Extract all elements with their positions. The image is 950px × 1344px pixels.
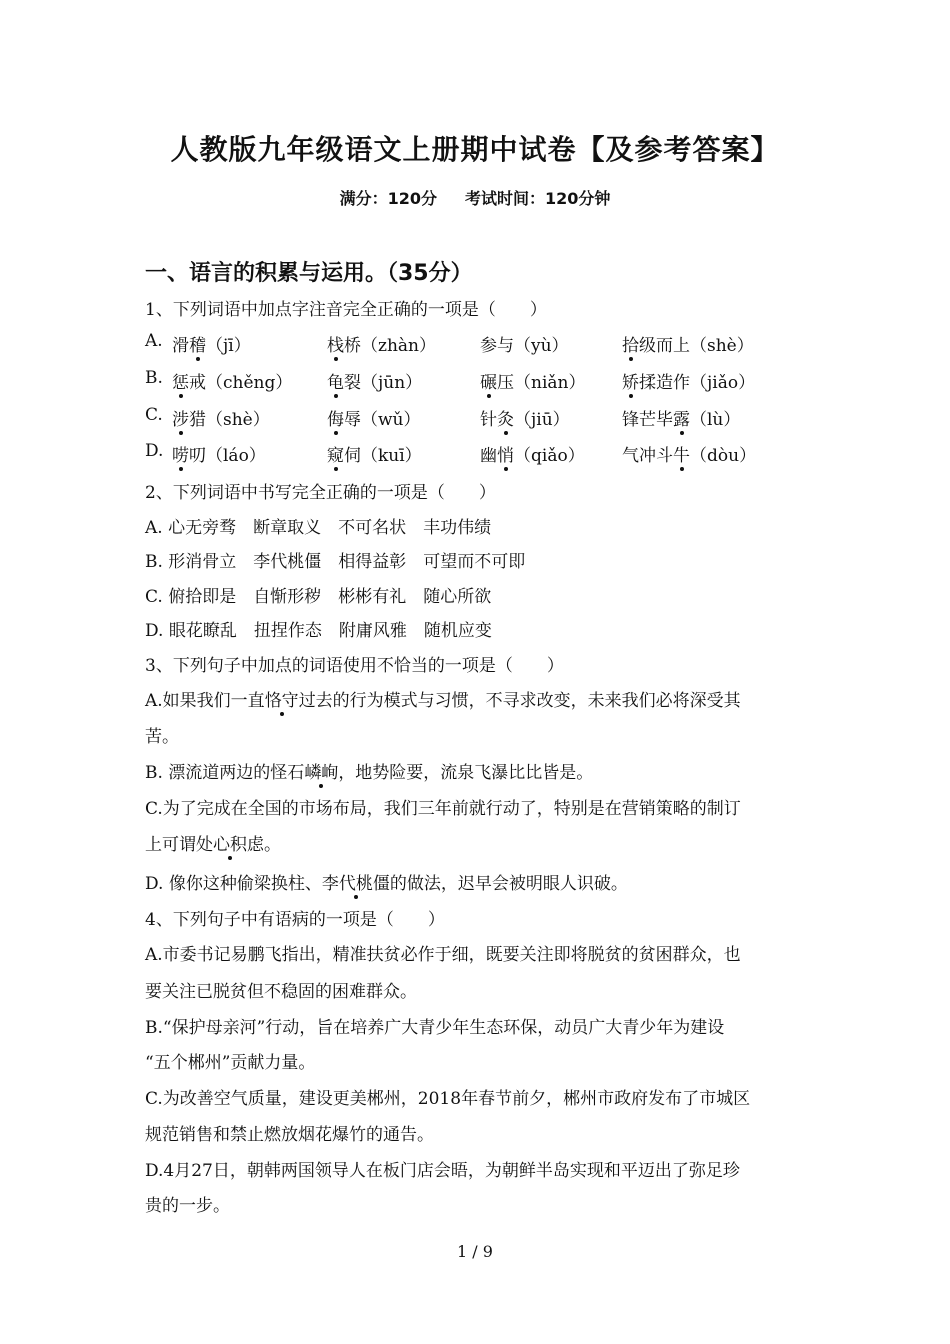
question-3-option-a: A.如果我们一直恪守过去的行为模式与习惯，不寻求改变，未来我们必将深受其 [145,686,741,711]
question-4-option-d-cont: 贵的一步。 [145,1196,230,1216]
question-2-option-d: D. 眼花瞭乱 扭捏作态 附庸风雅 随机应变 [145,621,492,641]
exam-time: 考试时间：120分钟 [465,189,611,208]
question-4-option-c: C.为改善空气质量，建设更美郴州，2018年春节前夕，郴州市政府发布了市城区 [145,1089,751,1109]
section-heading: 一、语言的积累与运用。（35分） [145,261,473,286]
question-3-option-c: C.为了完成在全国的市场布局，我们三年前就行动了，特别是在营销策略的制订 [145,799,741,819]
page-number: 1 / 9 [457,1242,493,1261]
question-4-option-a: A.市委书记易鹏飞指出，精准扶贫必作于细，既要关注即将脱贫的贫困群众，也 [145,945,741,965]
question-2-stem: 2、下列词语中书写完全正确的一项是（ ） [145,483,496,503]
question-2-option-b: B. 形消骨立 李代桃僵 相得益彰 可望而不可即 [145,552,526,572]
question-4-stem: 4、下列句子中有语病的一项是（ ） [145,910,445,930]
page-title: 人教版九年级语文上册期中试卷【及参考答案】 [170,133,780,166]
question-3-stem: 3、下列句子中加点的词语使用不恰当的一项是（ ） [145,656,564,676]
question-2-option-a: A. 心无旁骛 断章取义 不可名状 丰功伟绩 [145,518,492,538]
question-3-option-b: B. 漂流道两边的怪石嶙峋，地势险要，流泉飞瀑比比皆是。 [145,758,593,783]
question-4-option-d: D.4月27日，朝韩两国领导人在板门店会晤，为朝鲜半岛实现和平迈出了弥足珍 [145,1161,740,1181]
question-2-option-c: C. 俯拾即是 自惭形秽 彬彬有礼 随心所欲 [145,587,492,607]
question-3-option-c-cont: 上可谓处心积虑。 [145,830,281,855]
question-4-option-a-cont: 要关注已脱贫但不稳固的困难群众。 [145,982,417,1002]
question-1-stem: 1、下列词语中加点字注音完全正确的一项是（ ） [145,300,547,320]
exam-info [0,186,950,209]
exam-page: 人教版九年级语文上册期中试卷【及参考答案】 满分：120分 考试时间：120分钟 一、语言的积累与运用。（35分） 1、下列词语中加点字注音完全正确的一项是（ ） A. 滑稽（jī） 栈桥（zhàn） 参与（yù） 拾级而上（shè） B. 惩戒（chěng） 龟裂（jūn） 碾压（niǎn） 矫揉造作（jiǎo） C. 涉猎（shè） 侮辱（wǔ） 针灸（jiū） 锋芒毕露（lù） D. 唠叨（láo） 窥伺（kuī） 幽悄（qiǎo） 气冲斗牛（dòu） 2、下列词语中书写完全正确的一项是（ ） A. 心无旁骛 断章取义 不可名状 丰功伟绩 B. 形消骨立 李代桃僵 相得益彰 可望而不可即 C. 俯拾即是 自惭形秽 彬彬有礼 随心所欲 D. 眼花瞭乱 扭捏作态 附庸风雅 随机应变 3、下列句子中加点的词语使用不恰当的一项是（ ） A.如果我们一直恪守过去的行为模式与习惯，不寻求改变，未来我们必将深受其 苦。 B. 漂流道两边的怪石嶙峋，地势险要，流泉飞瀑比比皆是。 C.为了完成在全国的市场布局，我们三年前就行动了，特别是在营销策略的制订 上可谓处心积虑。 D. 像你这种偷梁换柱、李代桃僵的做法，迟早会被明眼人识破。 4、下列句子中有语病的一项是（ ） A.市委书记易鹏飞指出，精准扶贫必作于细，既要关注即将脱贫的贫困群众，也 要关注已脱贫但不稳固的困难群众。 B.“保护母亲河”行动，旨在培养广大青少年生态环保，动员广大青少年为建设 “五个郴州”贡献力量。 C.为改善空气质量，建设更美郴州，2018年春节前夕，郴州市政府发布了市城区 规范销售和禁止燃放烟花爆竹的通告。 D.4月27日，朝韩两国领导人在板门店会晤，为朝鲜半岛实现和平迈出了弥足珍 贵的一步。 1 / 9 [0,0,950,1344]
question-4-option-b-cont: “五个郴州”贡献力量。 [145,1053,316,1073]
question-4-option-b: B.“保护母亲河”行动，旨在培养广大青少年生态环保，动员广大青少年为建设 [145,1018,725,1038]
full-score: 满分：120分 [339,189,437,208]
question-4-option-c-cont: 规范销售和禁止燃放烟花爆竹的通告。 [145,1125,434,1145]
question-3-option-d: D. 像你这种偷梁换柱、李代桃僵的做法，迟早会被明眼人识破。 [145,869,628,894]
question-3-option-a-cont: 苦。 [145,727,179,747]
